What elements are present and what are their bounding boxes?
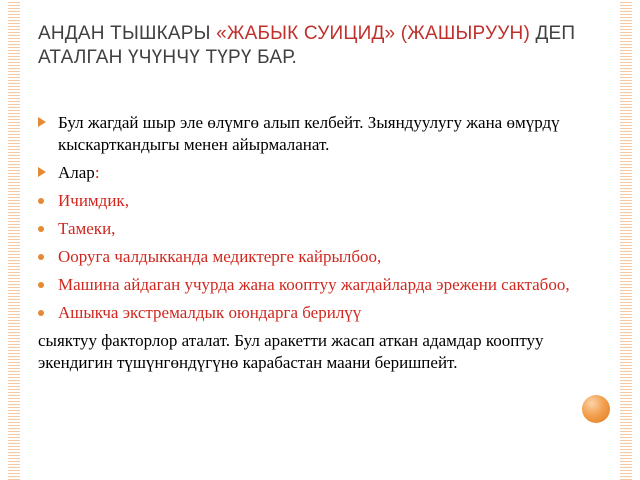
arrow-bullet-icon: [38, 117, 46, 127]
list-item-text: Ашыкча экстремалдык оюндарга берилүү: [58, 303, 362, 322]
list-item-text: Ичимдик,: [58, 191, 129, 210]
left-decorative-border: [8, 0, 20, 480]
list-item: [38, 274, 598, 296]
slide-title: [38, 22, 608, 70]
title-part-red: «ЖАБЫК СУИЦИД» (ЖАШЫРУУН): [216, 23, 530, 44]
bullet-item: [38, 112, 598, 156]
slide-content: [38, 112, 598, 374]
dot-bullet-icon: [38, 226, 44, 232]
bullet-text: Бул жагдай шыр эле өлүмгө алып келбейт. Зыяндуулугу жана өмүрдү кыскарткандыгы менен айырмаланат.: [58, 113, 560, 154]
bullet-text: Алар: [58, 163, 95, 182]
list-item: [38, 246, 598, 268]
title-part-3: ДЕП АТАЛГАН ҮЧҮНЧҮ ТҮРҮ БАР.: [38, 23, 576, 68]
bullet-suffix: :: [94, 163, 100, 182]
closing-paragraph: сыяктуу факторлор аталат. Бул аракетти жасап аткан адамдар кооптуу экендигин түшүнгөндүгүнө карабастан маани беришпейт.: [38, 331, 544, 372]
decorative-circle-icon: [582, 395, 610, 423]
list-item-text: Тамеки,: [58, 219, 116, 238]
dot-bullet-icon: [38, 282, 44, 288]
dot-bullet-icon: [38, 310, 44, 316]
list-item-text: Ооруга чалдыкканда медиктерге кайрылбоо,: [58, 247, 382, 266]
dot-bullet-icon: [38, 198, 44, 204]
right-decorative-border: [620, 0, 632, 480]
list-item: [38, 302, 598, 324]
bullet-item: [38, 162, 598, 184]
list-item: [38, 190, 598, 212]
title-part-1: АНДАН ТЫШКАРЫ: [38, 23, 217, 44]
arrow-bullet-icon: [38, 167, 46, 177]
list-item-text: Машина айдаган учурда жана кооптуу жагдайларда эрежени сактабоо,: [58, 275, 570, 294]
list-item: [38, 218, 598, 240]
dot-bullet-icon: [38, 254, 44, 260]
